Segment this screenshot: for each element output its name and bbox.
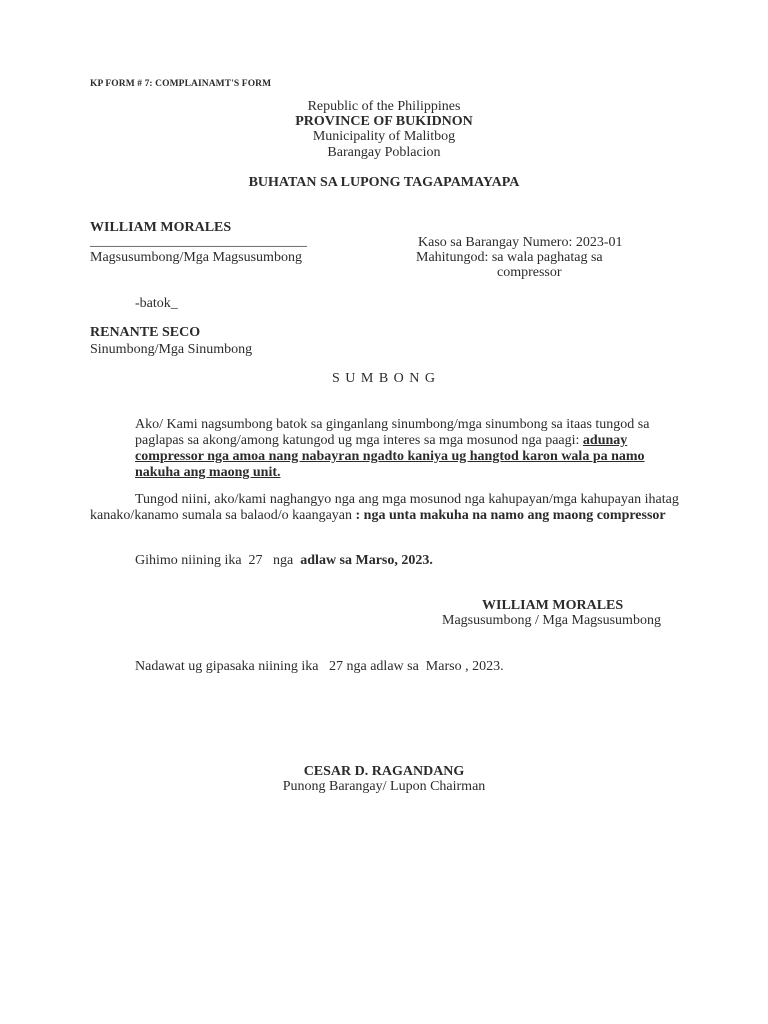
received-line: Nadawat ug gipasaka niining ika 27 nga adlaw sa Marso , 2023. — [135, 659, 504, 674]
complainant-role: Magsusumbong/Mga Magsusumbong — [90, 250, 302, 265]
complainant-line: _______________________________ — [90, 234, 307, 249]
complaint-paragraph — [135, 417, 680, 481]
date-lead: Gihimo niining ika 27 nga — [135, 553, 297, 568]
form-label: KP FORM # 7: COMPLAINAMT'S FORM — [90, 79, 272, 89]
chairman-role: Punong Barangay/ Lupon Chairman — [282, 779, 486, 794]
date-line — [135, 553, 433, 569]
relief-detail: : nga unta makuha na namo ang maong compressor — [355, 508, 666, 523]
signatory-name: WILLIAM MORALES — [482, 598, 624, 613]
date-detail: adlaw sa Marso, 2023. — [296, 553, 433, 568]
complaint-lead: Ako/ Kami nagsumbong batok sa ginganlang sinumbong/mga sinumbong sa itaas tungod sa paglapas sa akong/among katungod ug mga interes sa mga mosunod nga paagi: — [135, 417, 650, 448]
header-province: PROVINCE OF BUKIDNON — [295, 114, 473, 129]
complainant-name: WILLIAM MORALES — [90, 220, 232, 235]
header-barangay: Barangay Poblacion — [327, 145, 441, 160]
case-number: Kaso sa Barangay Numero: 2023-01 — [418, 235, 623, 250]
case-subject: Mahitungod: sa wala paghatag sa — [416, 250, 603, 265]
header-republic: Republic of the Philippines — [307, 99, 461, 114]
respondent-name: RENANTE SECO — [90, 325, 201, 340]
document-title: S U M B O N G — [331, 371, 436, 386]
complaint-detail: adunay compressor nga amoa nang nabayran ngadto kaniya ug hangtod karon wala pa namo nakuha ang maong unit. — [135, 433, 645, 480]
case-subject-cont: compressor — [497, 265, 562, 280]
relief-paragraph — [90, 492, 680, 524]
signatory-role: Magsusumbong / Mga Magsusumbong — [442, 613, 661, 628]
versus-label: -batok_ — [135, 296, 178, 311]
chairman-name: CESAR D. RAGANDANG — [303, 764, 465, 779]
office-title: BUHATAN SA LUPONG TAGAPAMAYAPA — [248, 175, 520, 190]
header-municipality: Municipality of Malitbog — [312, 129, 456, 144]
respondent-role: Sinumbong/Mga Sinumbong — [90, 342, 253, 357]
relief-lead: Tungod niini, ako/kami naghangyo nga ang mga mosunod nga kahupayan/mga kahupayan ihatag kanako/kanamo sumala sa balaod/o kaangayan — [90, 492, 679, 523]
